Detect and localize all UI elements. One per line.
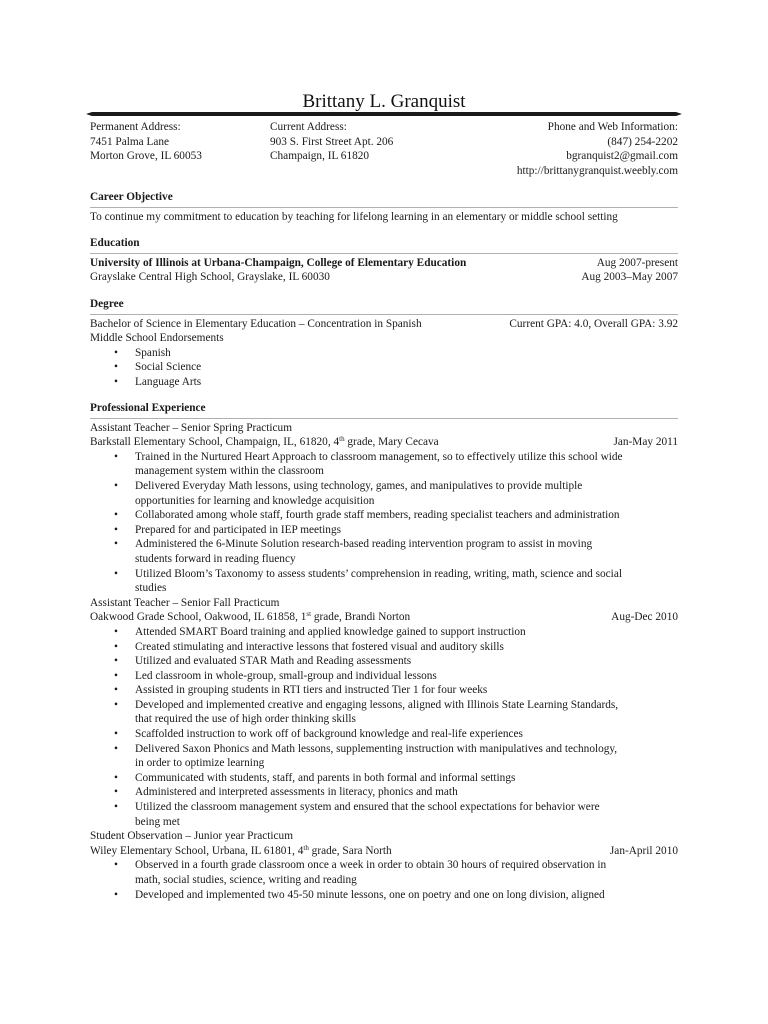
- degree-text: Bachelor of Science in Elementary Education – Concentration in Spanish: [90, 317, 422, 330]
- section-divider: [90, 314, 678, 315]
- permanent-address: [90, 120, 202, 164]
- list-item: [90, 669, 678, 684]
- job-place-ordinal: st: [306, 610, 312, 619]
- list-item: [90, 727, 678, 742]
- degree-entry: [90, 317, 678, 332]
- list-item: [90, 785, 678, 800]
- job-place: Oakwood Grade School, Oakwood, IL 61858, 1st grade, Brandi Norton: [90, 610, 411, 624]
- bullet-text: students forward in reading fluency: [135, 552, 296, 565]
- bullet-icon: •: [114, 509, 118, 522]
- bullet-text: math, social studies, science, writing and reading: [135, 874, 357, 886]
- job-place-row: [90, 610, 678, 625]
- bullet-text: in order to optimize learning: [135, 757, 265, 770]
- education-school: University of Illinois at Urbana-Champaign, College of Elementary Education: [90, 256, 467, 269]
- job-bullets: [90, 858, 678, 902]
- bullet-text: Utilized the classroom management system and ensured that the school expectations for behavior were: [135, 801, 600, 814]
- jobs-list: [90, 421, 678, 903]
- list-item: [90, 537, 678, 566]
- gpa-text: Current GPA: 4.0, Overall GPA: 3.92: [509, 317, 678, 330]
- bullet-text: Administered and interpreted assessments in literacy, phonics and math: [135, 786, 458, 799]
- bullet-text: Delivered Everyday Math lessons, using technology, games, and manipulatives to provide multiple: [135, 479, 583, 492]
- bullet-text: Collaborated among whole staff, fourth grade staff members, reading specialist teachers and administration: [135, 509, 620, 522]
- name-divider: [86, 112, 682, 116]
- job-place-row: [90, 435, 678, 450]
- job-dates: Jan-May 2011: [613, 436, 678, 449]
- list-item: [90, 742, 678, 771]
- job-place-row: [90, 844, 678, 859]
- bullet-icon: •: [114, 669, 118, 682]
- current-address-label: Current Address:: [270, 121, 347, 133]
- education-dates: Aug 2003–May 2007: [581, 271, 678, 284]
- bullet-text: Communicated with students, staff, and parents in both formal and informal settings: [135, 771, 516, 784]
- bullet-text: Delivered Saxon Phonics and Math lessons, supplementing instruction with manipulatives and technology,: [135, 742, 618, 755]
- career-objective-text: To continue my commitment to education by teaching for lifelong learning in an elementary or middle school setting: [90, 210, 618, 223]
- list-item: [90, 450, 678, 479]
- bullet-icon: •: [114, 698, 118, 711]
- bullet-text: management system within the classroom: [135, 465, 324, 478]
- job-entry: [90, 829, 678, 902]
- bullet-text: Utilized Bloom’s Taxonomy to assess students’ comprehension in reading, writing, math, science and social: [135, 567, 622, 580]
- permanent-address-line2: Morton Grove, IL 60053: [90, 150, 202, 163]
- list-item: [90, 858, 678, 887]
- bullet-icon: •: [114, 655, 118, 668]
- bullet-icon: •: [114, 479, 118, 492]
- job-role: Assistant Teacher – Senior Spring Practicum: [90, 421, 292, 434]
- list-item: [90, 346, 678, 361]
- current-address-line1: 903 S. First Street Apt. 206: [270, 135, 394, 148]
- permanent-address-line1: 7451 Palma Lane: [90, 135, 170, 148]
- list-item: [90, 888, 678, 903]
- experience-section: [90, 401, 678, 902]
- bullet-icon: •: [114, 625, 118, 638]
- bullet-text: Prepared for and participated in IEP meetings: [135, 523, 341, 536]
- job-place: Wiley Elementary School, Urbana, IL 61801, 4th grade, Sara North: [90, 843, 392, 857]
- bullet-icon: •: [114, 361, 118, 374]
- bullet-icon: •: [114, 538, 118, 551]
- bullet-text: Developed and implemented creative and engaging lessons, aligned with Illinois State Learning Standards,: [135, 698, 619, 711]
- bullet-icon: •: [114, 859, 118, 872]
- bullet-text: opportunities for learning and knowledge acquisition: [135, 494, 375, 507]
- endorsements-list: [90, 346, 678, 390]
- job-place-ordinal: th: [303, 843, 309, 852]
- bullet-text: Utilized and evaluated STAR Math and Reading assessments: [135, 655, 412, 668]
- bullet-text: Scaffolded instruction to work off of background knowledge and real-life experiences: [135, 728, 523, 741]
- education-entry: [90, 270, 678, 285]
- job-role: Student Observation – Junior year Practicum: [90, 830, 293, 843]
- job-place: Barkstall Elementary School, Champaign, IL, 61820, 4th grade, Mary Cecava: [90, 435, 439, 449]
- education-school: Grayslake Central High School, Grayslake, IL 60030: [90, 271, 330, 284]
- list-item: [90, 567, 678, 596]
- bullet-text: Created stimulating and interactive lessons that fostered visual and auditory skills: [135, 640, 504, 653]
- list-item: [90, 654, 678, 669]
- job-role: Assistant Teacher – Senior Fall Practicum: [90, 596, 280, 609]
- bullet-icon: •: [114, 786, 118, 799]
- job-place-ordinal: th: [339, 435, 345, 444]
- website-link[interactable]: http://brittanygranquist.weebly.com: [516, 164, 678, 177]
- bullet-text: Administered the 6-Minute Solution research-based reading intervention program to assist in moving: [135, 538, 593, 551]
- education-title: Education: [90, 237, 140, 249]
- current-address: [270, 120, 393, 164]
- bullet-text: Trained in the Nurtured Heart Approach to classroom management, so to effectively utilize this school wide: [135, 450, 623, 463]
- bullet-text: Assisted in grouping students in RTI tiers and instructed Tier 1 for four weeks: [135, 684, 488, 697]
- current-address-line2: Champaign, IL 61820: [270, 150, 370, 163]
- section-divider: [90, 207, 678, 208]
- job-bullets: [90, 625, 678, 829]
- bullet-icon: •: [114, 346, 118, 359]
- bullet-icon: •: [114, 450, 118, 463]
- bullet-icon: •: [114, 567, 118, 580]
- list-item: [90, 771, 678, 786]
- education-entry: [90, 256, 678, 271]
- bullet-text: Observed in a fourth grade classroom once a week in order to obtain 30 hours of required observation in: [135, 859, 607, 872]
- list-item: [90, 479, 678, 508]
- bullet-icon: •: [114, 771, 118, 784]
- bullet-icon: •: [114, 640, 118, 653]
- list-item: [90, 360, 678, 375]
- list-item: [90, 523, 678, 538]
- list-item: [90, 800, 678, 829]
- job-entry: [90, 596, 678, 830]
- phone-web-label: Phone and Web Information:: [547, 121, 678, 133]
- bullet-icon: •: [114, 684, 118, 697]
- bullet-icon: •: [114, 742, 118, 755]
- experience-title: Professional Experience: [90, 402, 206, 414]
- degree-section: [90, 297, 678, 390]
- list-item: [90, 508, 678, 523]
- job-dates: Jan-April 2010: [609, 844, 678, 857]
- bullet-text: Led classroom in whole-group, small-group and individual lessons: [135, 669, 437, 682]
- bullet-text: that required the use of high order thinking skills: [135, 713, 356, 726]
- education-dates: Aug 2007-present: [596, 256, 678, 269]
- section-divider: [90, 253, 678, 254]
- bullet-icon: •: [114, 375, 118, 388]
- list-item: [90, 375, 678, 390]
- email-address[interactable]: bgranquist2@gmail.com: [566, 150, 678, 163]
- list-item: [90, 640, 678, 655]
- resume-name: Brittany L. Granquist: [302, 91, 466, 112]
- bullet-text: being met: [135, 815, 180, 828]
- bullet-text: Attended SMART Board training and applied knowledge gained to support instruction: [135, 625, 526, 638]
- job-bullets: [90, 450, 678, 596]
- section-divider: [90, 418, 678, 419]
- job-dates: Aug-Dec 2010: [611, 611, 678, 624]
- list-item: [90, 698, 678, 727]
- list-item: [90, 683, 678, 698]
- bullet-text: studies: [135, 582, 167, 595]
- endorsement-text: Social Science: [135, 361, 202, 374]
- degree-title: Degree: [90, 298, 124, 310]
- job-entry: [90, 421, 678, 596]
- phone-web-info: [517, 120, 678, 178]
- list-item: [90, 625, 678, 640]
- bullet-icon: •: [114, 523, 118, 536]
- bullet-icon: •: [114, 728, 118, 741]
- bullet-icon: •: [114, 801, 118, 814]
- permanent-address-label: Permanent Address:: [90, 121, 181, 133]
- career-objective-title: Career Objective: [90, 191, 173, 203]
- phone-number: (847) 254-2202: [607, 135, 678, 148]
- bullet-text: Developed and implemented two 45-50 minute lessons, one on poetry and one on long division, aligned: [135, 888, 605, 901]
- bullet-icon: •: [114, 888, 118, 901]
- endorsements-label: Middle School Endorsements: [90, 332, 224, 345]
- endorsement-text: Spanish: [135, 346, 171, 359]
- education-section: [90, 236, 678, 285]
- career-objective-section: [90, 190, 678, 224]
- endorsement-text: Language Arts: [135, 375, 202, 388]
